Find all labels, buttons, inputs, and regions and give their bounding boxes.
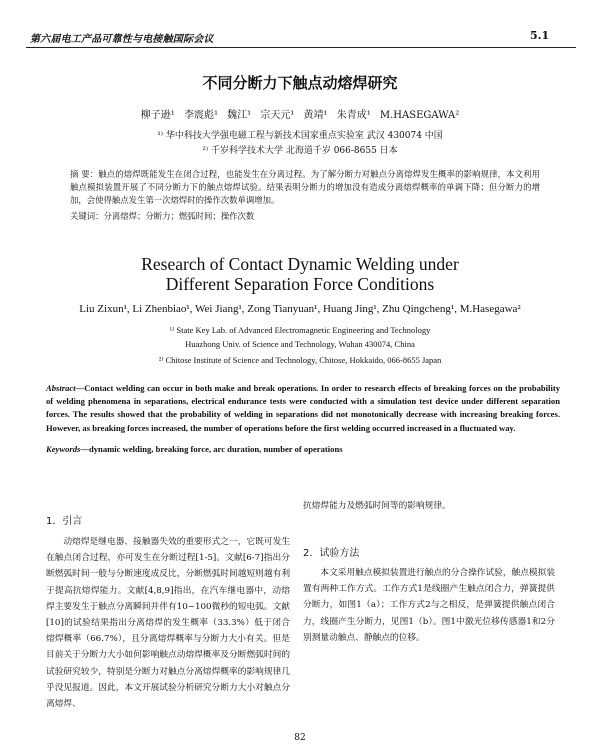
chinese-title: 不同分断力下触点动熔焊研究 (202, 74, 398, 92)
chinese-keywords-text: 分离熔焊；分断力；燃弧时间；操作次数 (103, 211, 255, 221)
chinese-abstract-label: 摘 要： (70, 169, 99, 179)
chinese-abstract-text: 触点的熔焊既能发生在闭合过程，也能发生在分离过程。为了解分断力对触点分离熔焊发生概率的影响规律，本文利用触点模拟装置开展了不同分断力下的触点熔焊试验。结果表明分断力的增加没有造成分离熔焊概率的单调下降；但分断力的增加，会使得触点发生第一次熔焊时的操作次数单调增加。 (70, 169, 540, 205)
method-text: 本文采用触点模拟装置进行触点的分合操作试验，触点模拟装置有两种工作方式。工作方式1是线圈产生触点闭合力，弹簧提供分断力，如图1（a）；工作方式2与之相反，是弹簧提供触点闭合力，线圈产生分断力，见图1（b）。图1中激光位移传感器1和2分别测量动触点、静触点的位移。 (303, 568, 555, 643)
english-title-line-2: Different Separation Force Conditions (165, 274, 435, 294)
english-keywords-label: Keywords (46, 444, 81, 454)
english-affiliation-3: ²⁾ Chitose Institute of Science and Technology, Chitose, Hokkaido, 066-8655 Japan (158, 355, 442, 365)
english-authors: Liu Zixun¹, Li Zhenbiao¹, Wei Jiang¹, Zong Tianyuan¹, Huang Jing¹, Zhu Qingcheng¹, M.Hasegawa² (79, 303, 521, 315)
english-abstract-text: —Contact welding can occur in both make and break operations. In order to research effects of breaking forces on the probability of welding phenomena in separations, electrical endurance tests were conducted with a simulation test device under different separation forces. The results showed that the probability of welding in separations did not monotonically decrease with increasing breaking forces. However, as breaking forces increased, the number of operations before the first welding occurred increased in a fluctuated way. (46, 383, 560, 433)
english-abstract-label: Abstract (46, 383, 76, 393)
english-keywords-text: —dynamic welding, breaking force, arc duration, number of operations (80, 444, 343, 454)
page-number: 82 (294, 733, 306, 743)
chinese-affiliation-2: ²⁾ 千岁科学技术大学 北海道千岁 066-8655 日本 (202, 146, 398, 156)
right-column-continuation (303, 498, 555, 514)
section-number: 5.1 (530, 29, 550, 42)
conference-header: 第六届电工产品可靠性与电接触国际会议 (30, 34, 214, 45)
english-keywords (46, 444, 343, 454)
chinese-keywords-label: 关键词： (70, 211, 104, 221)
introduction-paragraph (46, 534, 290, 712)
english-abstract (46, 382, 560, 435)
right-column-continuation-text: 抗熔焊能力及燃弧时间等的影响规律。 (303, 501, 451, 511)
chinese-abstract (70, 168, 540, 207)
english-affiliation-2: Huazhong Univ. of Science and Technology, Wuhan 430074, China (185, 339, 415, 349)
chinese-affiliation-1: ¹⁾ 华中科技大学强电磁工程与新技术国家重点实验室 武汉 430074 中国 (157, 131, 443, 141)
method-paragraph (303, 565, 555, 646)
english-affiliation-1: ¹⁾ State Key Lab. of Advanced Electromagnetic Engineering and Technology (169, 325, 431, 335)
introduction-text: 动熔焊是继电器、接触器失效的重要形式之一，它既可发生在触点闭合过程，亦可发生在分断过程[1-5]。文献[6-7]指出分断燃弧时间一般与分断速度成反比，分断燃弧时间越短则越有利于提高抗熔焊能力。文献[4,8,9]指出，在汽车继电器中，动熔焊主要发生于触点分离瞬间并伴有10~100微秒的短电弧。文献[10]的试验结果指出分离熔焊的发生概率（33.3%）低于闭合熔焊概率（66.7%），且分离熔焊概率与分断力大小有关。但是目前关于分断力大小如何影响触点动熔焊概率及分断燃弧时间的试验研究较少，特别是分断力对触点分离熔焊概率的影响规律几乎没见报道。因此，本文开展试验分析研究分断力大小对触点分离熔焊、 (46, 537, 290, 710)
chinese-authors: 柳子逊¹ 李震彪¹ 魏江¹ 宗天元¹ 黄靖¹ 朱青成¹ M.HASEGAWA² (140, 110, 460, 121)
introduction-heading: 1．引言 (46, 516, 83, 527)
header-rule (26, 47, 576, 48)
chinese-keywords (70, 210, 254, 222)
method-heading: 2．试验方法 (303, 548, 360, 559)
english-title-line-1: Research of Contact Dynamic Welding under (141, 254, 459, 274)
